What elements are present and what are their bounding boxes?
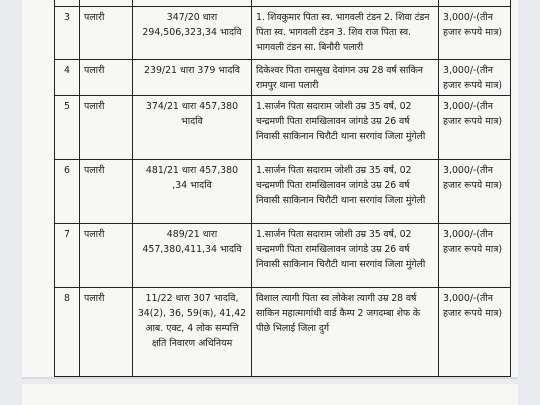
reward-amount: 3,000/-(तीन हजार रूपये मात्र) bbox=[439, 224, 511, 288]
accused-details: 1.सार्जन पिता सदाराम जोशी उम्र 35 वर्ष, 02 चन्द्रमणी पिता रामखिलावन जांगडे उम्र 26 वर्ष निवासी साकिनान चिरौटी थाना सरगांव जिला मुंगेली bbox=[252, 224, 439, 288]
page-gap bbox=[22, 377, 518, 379]
accused-details: विशाल त्यागी पिता स्व लोकेश त्यागी उम्र 28 वर्ष साकिन महात्मागांधी वार्ड कैम्प 2 जगदम्बा शेफ के पीछे भिलाई जिला दुर्ग bbox=[252, 288, 439, 377]
accused-details: 1.सार्जन पिता सदाराम जोशी उम्र 35 वर्ष, 02 चन्द्रमणी पिता रामखिलावन जांगडे उम्र 26 वर्ष निवासी साकिनान चिरौटी थाना सरगांव जिला मुंगेली bbox=[252, 96, 439, 160]
table-row bbox=[55, 96, 511, 160]
table-row bbox=[55, 224, 511, 288]
case-number: 374/21 धारा 457,380 भादवि bbox=[133, 96, 252, 160]
reward-amount: 3,000/-(तीन हजार रूपये मात्र) bbox=[439, 7, 511, 60]
table-row bbox=[55, 160, 511, 224]
case-number: 481/21 धारा 457,380 ,34 भादवि bbox=[133, 160, 252, 224]
police-station: पलारी bbox=[80, 96, 133, 160]
table-row bbox=[55, 288, 511, 377]
police-station: पलारी bbox=[80, 288, 133, 377]
accused-details: 1.सार्जन पिता सदाराम जोशी उम्र 35 वर्ष, 02 चन्द्रमणी पिता रामखिलावन जांगडे उम्र 26 वर्ष निवासी साकिनान चिरौटी थाना सरगांव जिला मुंगेली bbox=[252, 160, 439, 224]
reward-amount: 3,000/-(तीन हजार रूपये मात्र) bbox=[439, 160, 511, 224]
reward-amount: 3,000/-(तीन हजार रूपये मात्र) bbox=[439, 60, 511, 96]
serial-number: 3 bbox=[55, 7, 80, 60]
police-station: पलारी bbox=[80, 7, 133, 60]
reward-amount: 3,000/-(तीन हजार रूपये मात्र) bbox=[439, 288, 511, 377]
serial-number: 5 bbox=[55, 96, 80, 160]
accused-details: 1. शिवकुमार पिता स्व. भागवली टंडन 2. शिवा टंडन पिता स्व. भागवली टंडन 3. शिव राज पिता स्व. भागवली टंडन सा. बिनौरी पलारी bbox=[252, 7, 439, 60]
police-station: पलारी bbox=[80, 60, 133, 96]
serial-number: 7 bbox=[55, 224, 80, 288]
case-number: 11/22 धारा 307 भादवि, 34(2), 36, 59(क), 41,42 आब. एक्ट, 4 लोक सम्पत्ति क्षति निवारण अधिनियम bbox=[133, 288, 252, 377]
police-station: पलारी bbox=[80, 160, 133, 224]
next-page-edge bbox=[22, 384, 518, 405]
table-row bbox=[55, 60, 511, 96]
serial-number: 4 bbox=[55, 60, 80, 96]
police-station: पलारी bbox=[80, 224, 133, 288]
document-page bbox=[22, 0, 518, 377]
serial-number: 6 bbox=[55, 160, 80, 224]
reward-amount: 3,000/-(तीन हजार रूपये मात्र) bbox=[439, 96, 511, 160]
case-number: 347/20 धारा 294,506,323,34 भादवि bbox=[133, 7, 252, 60]
serial-number: 8 bbox=[55, 288, 80, 377]
accused-details: दिकेश्वर पिता रामसुख देवांगन उम्र 28 वर्ष साकिन रामपुर थाना पलारी bbox=[252, 60, 439, 96]
case-number: 489/21 धारा 457,380,411,34 भादवि bbox=[133, 224, 252, 288]
table-row bbox=[55, 7, 511, 60]
reward-table bbox=[54, 0, 511, 377]
case-number: 239/21 धारा 379 भादवि bbox=[133, 60, 252, 96]
